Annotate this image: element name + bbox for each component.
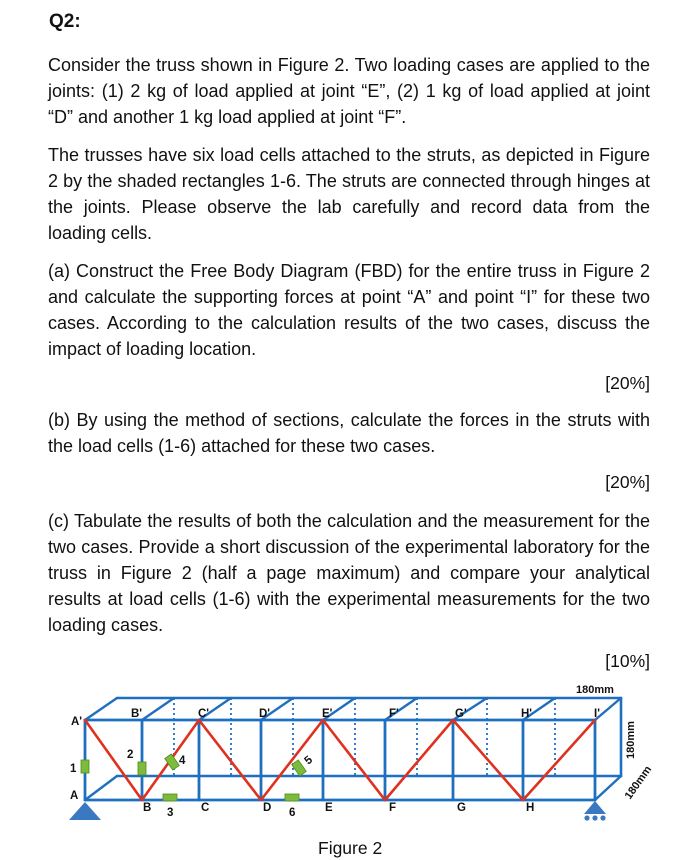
trusses-paragraph: The trusses have six load cells attached to the struts, as depicted in Figure 2 by the shaded rectangles 1-6. The struts are connected through hinges at the joints. Please observe the lab carefully and record data from the loading cells. — [48, 145, 650, 243]
part-a-weight: [20%] — [605, 373, 650, 393]
dimension-depth-label: 180mm — [622, 763, 655, 802]
part-a-paragraph: (a) Construct the Free Body Diagram (FBD) for the entire truss in Figure 2 and calculate the supporting forces at point “A” and point “I” for these two cases. According to the calculation results of the two cases, discuss the impact of loading location. — [48, 261, 650, 359]
load-cell-label-2: 2 — [127, 749, 134, 761]
joint-label-a-top: A' — [71, 716, 83, 728]
back-frame — [117, 698, 621, 776]
load-cell-label-6: 6 — [289, 807, 296, 819]
load-cell-label-1: 1 — [70, 763, 77, 775]
load-cell-label-4: 4 — [179, 755, 186, 767]
load-cell-1 — [81, 760, 89, 773]
joint-label-d-top: D' — [259, 708, 271, 720]
part-c-paragraph: (c) Tabulate the results of both the calculation and the measurement for the two cases. Provide a short discussion of the experimental laboratory for the truss in Figure 2 (half a page maximum) and compare your analytical results at load cells (1-6) with the experimental measurements for the two loading cases. — [48, 511, 650, 635]
front-frame — [85, 720, 595, 800]
part-c-weight: [10%] — [605, 651, 650, 671]
dimension-height-label: 180mm — [625, 721, 637, 759]
pin-support-a — [69, 802, 101, 820]
roller-support-i — [584, 801, 606, 814]
joint-label-h: H — [526, 802, 535, 814]
transverse-struts — [85, 698, 621, 800]
part-b-paragraph: (b) By using the method of sections, calculate the forces in the struts with the load cells (1-6) attached for these two cases. — [48, 410, 650, 456]
joint-label-b-top: B' — [131, 708, 143, 720]
load-cell-2 — [138, 762, 146, 775]
load-cell-4 — [165, 754, 180, 770]
dimension-top-label: 180mm — [576, 684, 614, 696]
intro-paragraph: Consider the truss shown in Figure 2. Two loading cases are applied to the joints: (1) 2 kg of load applied at joint “E”, (2) 1 kg of load applied at joint “D” and another 1 kg load applied at joint “F”. — [48, 55, 650, 127]
joint-label-f: F — [389, 802, 397, 814]
load-cell-6 — [285, 794, 299, 801]
joint-label-g-top: G' — [455, 708, 467, 720]
back-posts — [174, 698, 555, 776]
roller-wheels-icon — [584, 815, 605, 820]
joint-label-e-top: E' — [322, 708, 333, 720]
question-title: Q2: — [49, 11, 81, 32]
part-b-weight: [20%] — [605, 472, 650, 492]
joint-label-i-top: I' — [594, 708, 600, 720]
joint-label-e: E — [325, 802, 333, 814]
figure-caption: Figure 2 — [318, 838, 383, 858]
diagonal-struts — [85, 720, 595, 800]
load-cell-3 — [163, 794, 177, 801]
truss-figure — [55, 680, 655, 830]
joint-label-b: B — [143, 802, 152, 814]
load-cell-label-3: 3 — [167, 807, 174, 819]
joint-label-a: A — [70, 790, 79, 802]
joint-label-f-top: F' — [389, 708, 399, 720]
joint-label-c-top: C' — [198, 708, 210, 720]
joint-label-d: D — [263, 802, 272, 814]
joint-label-h-top: H' — [521, 708, 533, 720]
joint-label-g: G — [457, 802, 466, 814]
joint-label-c: C — [201, 802, 210, 814]
load-cell-label-5: 5 — [302, 753, 316, 768]
